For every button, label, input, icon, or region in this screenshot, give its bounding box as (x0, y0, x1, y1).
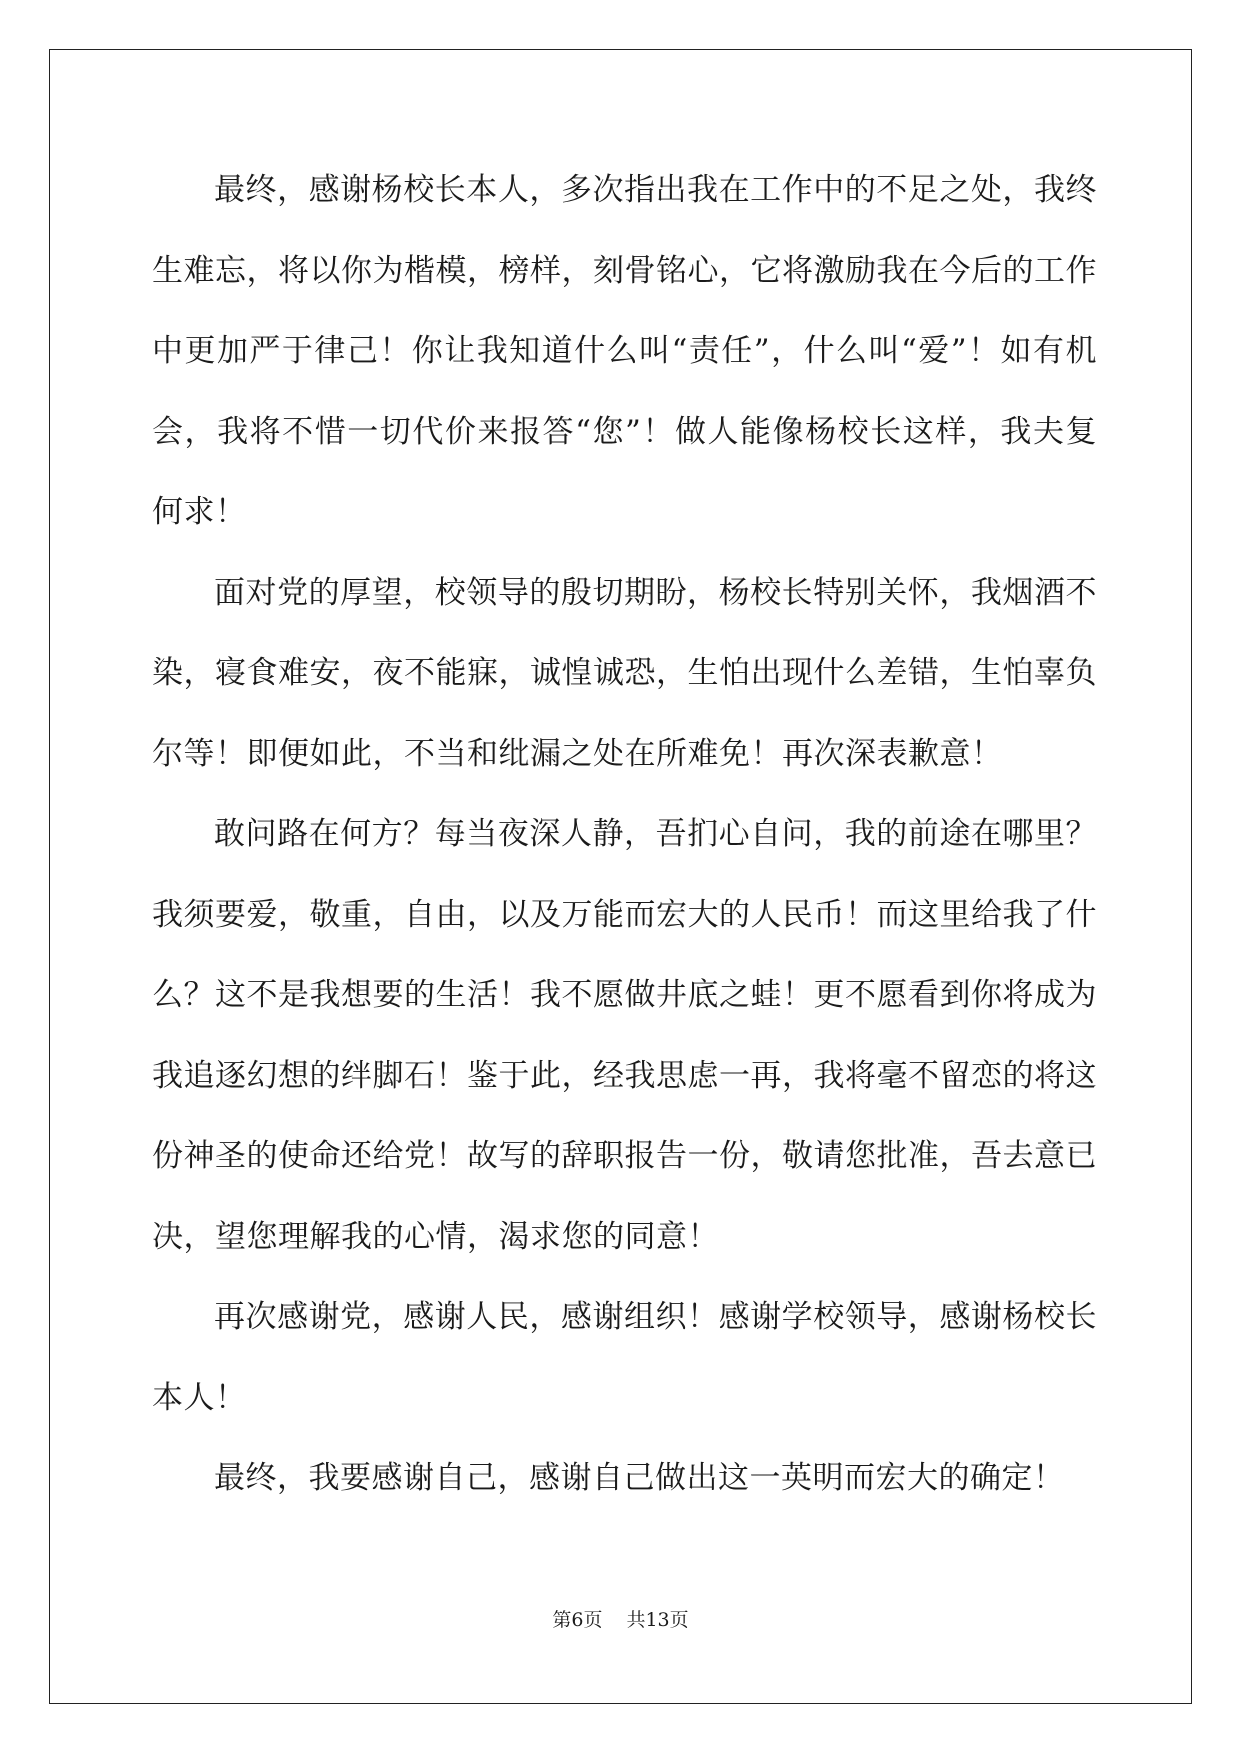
paragraph-1: 最终，感谢杨校长本人，多次指出我在工作中的不足之处，我终生难忘，将以你为楷模，榜样，刻骨铭心，它将激励我在今后的工作中更加严于律己！你让我知道什么叫“责任”，什么叫“爱”！如有机会，我将不惜一切代价来报答“您”！做人能像杨校长这样，我夫复何求！ (152, 172, 1097, 530)
paragraph-4: 再次感谢党，感谢人民，感谢组织！感谢学校领导，感谢杨校长本人！ (152, 1299, 1097, 1416)
page-total: 共13页 (626, 1609, 689, 1631)
page-footer (0, 1605, 1241, 1632)
paragraph-2: 面对党的厚望，校领导的殷切期盼，杨校长特别关怀，我烟酒不染，寝食难安，夜不能寐，诚惶诚恐，生怕出现什么差错，生怕辜负尔等！即便如此，不当和纰漏之处在所难免！再次深表歉意！ (152, 574, 1097, 772)
page-number: 第6页 (552, 1609, 603, 1631)
paragraph-3: 敢问路在何方？每当夜深人静，吾扪心自问，我的前途在哪里？我须要爱，敬重，自由，以及万能而宏大的人民币！而这里给我了什么？这不是我想要的生活！我不愿做井底之蛙！更不愿看到你将成为我追逐幻想的绊脚石！鉴于此，经我思虑一再，我将毫不留恋的将这份神圣的使命还给党！故写的辞职报告一份，敬请您批准，吾去意已决，望您理解我的心情，渴求您的同意！ (152, 816, 1097, 1255)
document-body (152, 150, 1097, 1519)
paragraph-5: 最终，我要感谢自己，感谢自己做出这一英明而宏大的确定！ (214, 1460, 1065, 1496)
